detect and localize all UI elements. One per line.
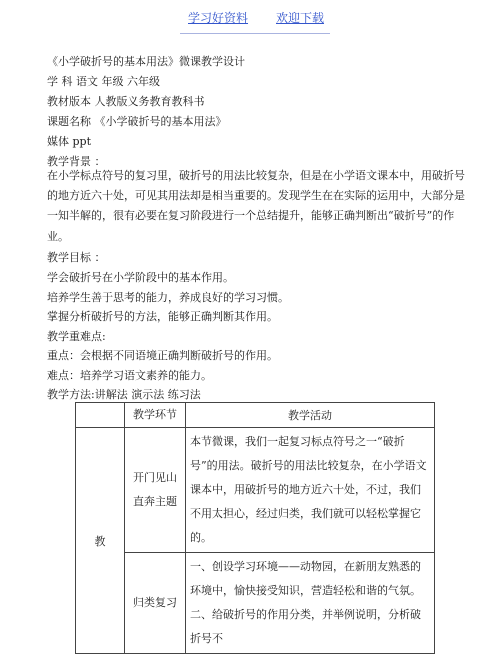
header-link-study-materials[interactable]: 学习好资料 <box>188 11 249 25</box>
activity-cell: 本节微课，我们一起复习标点符号之一“破折号”的用法。破折号的用法比较复杂，在小学语文课本中，用破折号的地方近六十处，不过，我们不用太担心，经过归类，我们就可以轻松掌握它的。 <box>186 428 435 553</box>
edition-line: 教材版本 人教版义务教育教科书 <box>47 95 205 108</box>
lesson-activity-table <box>75 402 435 654</box>
table-header-stage: 教学环节 <box>125 403 186 428</box>
table-row <box>76 428 435 553</box>
stage-cell <box>125 428 186 553</box>
header-underline <box>180 33 330 34</box>
keypoints-label: 教学重难点: <box>47 330 106 343</box>
media-line: 媒体 ppt <box>47 135 91 148</box>
key-point: 重点：会根据不同语境正确判断破折号的作用。 <box>47 349 278 362</box>
difficult-point: 难点：培养学习语文素养的能力。 <box>47 369 212 382</box>
methods-line: 教学方法:讲解法 演示法 练习法 <box>47 388 201 401</box>
stage-label-line2: 直奔主题 <box>133 495 177 508</box>
table-header-row <box>76 403 435 428</box>
goal-item-2: 培养学生善于思考的能力，养成良好的学习习惯。 <box>47 291 289 304</box>
subject-line: 学 科 语文 年级 六年级 <box>47 75 160 88</box>
table-header-empty <box>76 403 125 428</box>
activity-cell <box>186 553 435 654</box>
goal-item-3: 掌握分析破折号的方法，能够正确判断其作用。 <box>47 310 278 323</box>
page-header <box>0 9 500 31</box>
activity-item-1: 一、创设学习环境——动物园，在新朋友熟悉的环境中，愉快接受知识，营造轻松和谐的气氛。 <box>190 560 421 597</box>
header-link-download[interactable]: 欢迎下载 <box>276 11 325 25</box>
stage-label-line1: 归类复习 <box>133 596 177 609</box>
topic-line: 课题名称 《小学破折号的基本用法》 <box>47 115 227 128</box>
background-paragraph: 在小学标点符号的复习里，破折号的用法比较复杂，但是在小学语文课本中，用破折号的地方近六十处，可见其用法却是相当重要的。发现学生在在实际的运用中，大部分是一知半解的，很有必要在复习阶段进行一个总结提升，能够正确判断出“破折号”的作业。 <box>47 169 465 243</box>
table-header-activity: 教学活动 <box>186 403 435 428</box>
goals-label: 教学目标 ： <box>47 251 106 264</box>
activity-item-2: 二、给破折号的作用分类，并举例说明，分析破折号不 <box>190 608 421 645</box>
stage-cell <box>125 553 186 654</box>
teaching-column-label: 教 <box>76 428 125 654</box>
goal-item-1: 学会破折号在小学阶段中的基本作用。 <box>47 271 234 284</box>
stage-label-line1: 开门见山 <box>133 471 177 484</box>
background-label: 教学背景 ： <box>47 155 106 168</box>
table-row <box>76 553 435 654</box>
document-title: 《小学破折号的基本用法》微课教学设计 <box>47 55 245 68</box>
